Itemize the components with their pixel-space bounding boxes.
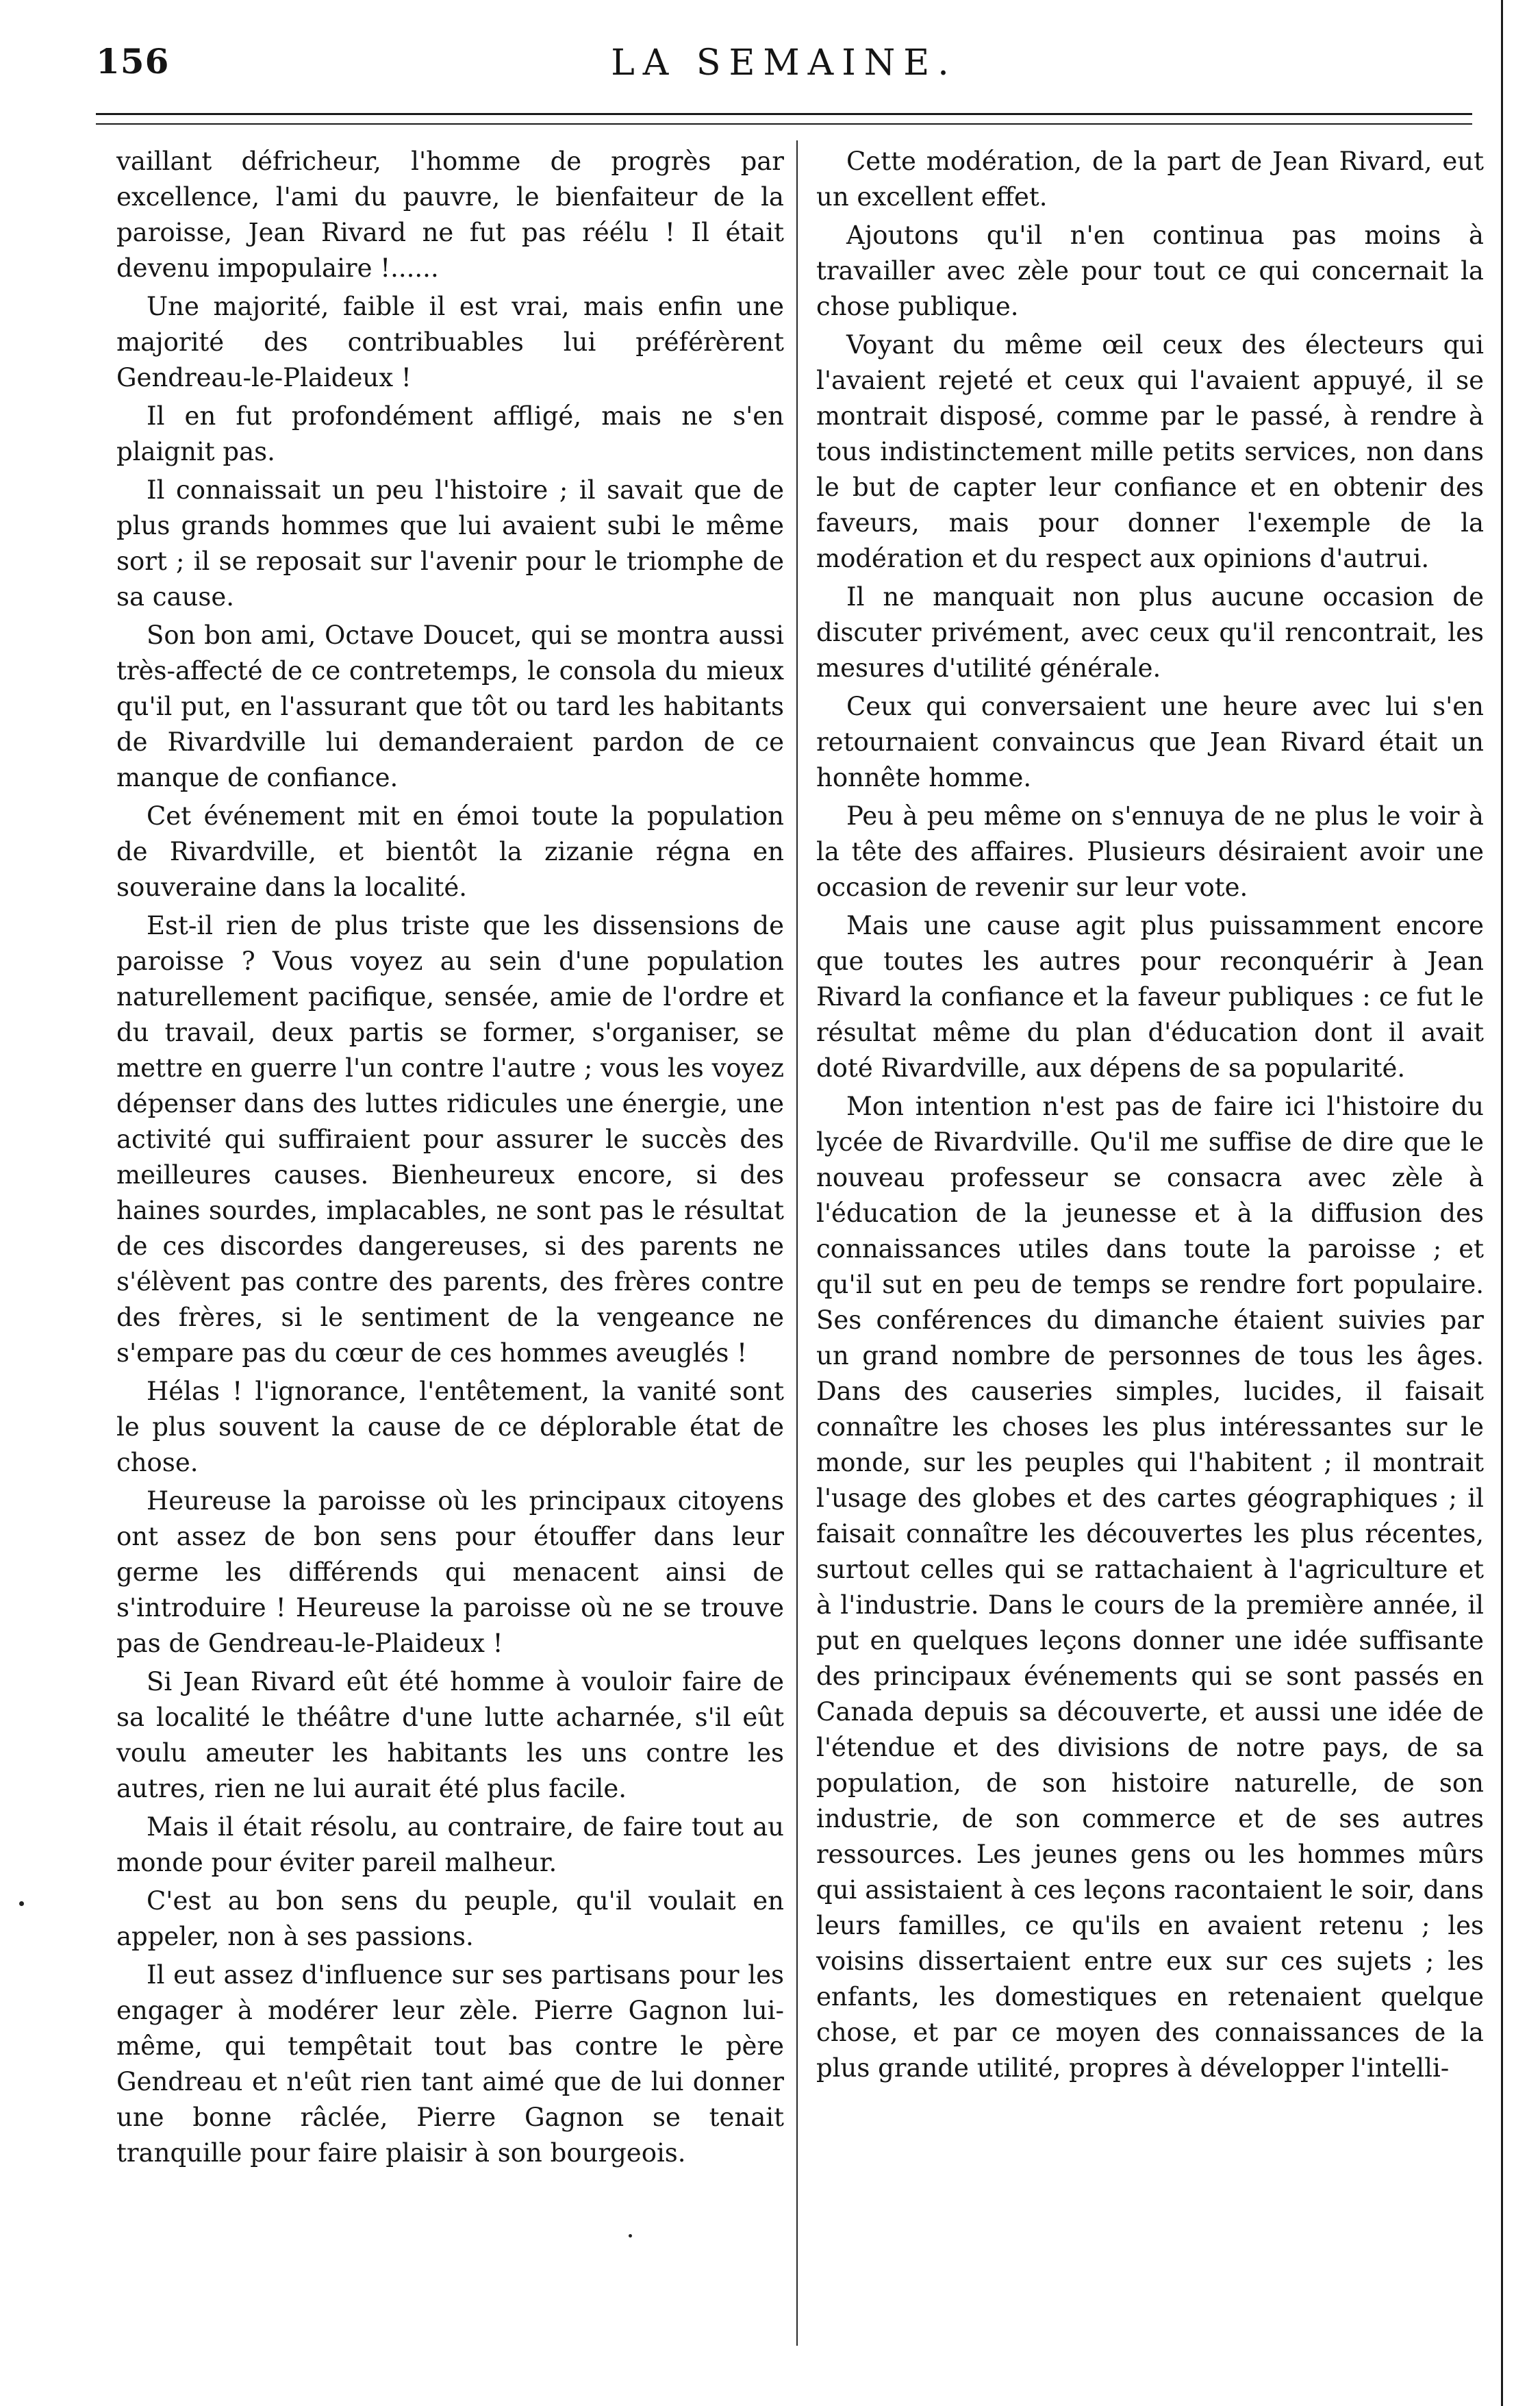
paragraph: Il eut assez d'influence sur ses partisans pour les engager à modérer leur zèle. Pierre Gagnon lui-même, qui tempêtait tout bas contre le père Gendreau et n'eût rien tant aimé que de lui donner une bonne râclée, Pierre Gagnon se tenait tranquille pour faire plaisir à son bourgeois. [116, 1960, 784, 2168]
paragraph: vaillant défricheur, l'homme de progrès par excellence, l'ami du pauvre, le bienfaiteur de la paroisse, Jean Rivard ne fut pas réélu ! Il était devenu impopulaire !...... [116, 147, 784, 283]
page-header [96, 41, 1472, 110]
right-column [816, 144, 1484, 2089]
paragraph: Hélas ! l'ignorance, l'entêtement, la vanité sont le plus souvent la cause de ce déplorable état de chose. [116, 1377, 784, 1477]
paragraph: C'est au bon sens du peuple, qu'il voulait en appeler, non à ses passions. [116, 1886, 784, 1951]
ink-speck [19, 1901, 24, 1906]
paragraph: Mon intention n'est pas de faire ici l'histoire du lycée de Rivardville. Qu'il me suffise de dire que le nouveau professeur se consacra avec zèle à l'éducation de la jeunesse et à la diffusion des connaissances utiles dans toute la paroisse ; et qu'il sut en peu de temps se rendre fort populaire. Ses conférences du dimanche étaient suivies par un grand nombre de personnes de tous les âges. Dans des causeries simples, lucides, il faisait connaître les choses les plus intéressantes sur le monde, sur les peuples qui l'habitent ; il montrait l'usage des globes et des cartes géographiques ; il faisait connaître les découvertes les plus récentes, surtout celles qui se rattachaient à l'agriculture et à l'industrie. Dans le cours de la première année, il put en quelques leçons donner une idée suffisante des principaux événements qui se sont passés en Canada depuis sa découverte, et aussi une idée de l'étendue et des divisions de notre pays, de sa population, de son histoire naturelle, de son industrie, de son commerce et de ses autres ressources. Les jeunes gens ou les hommes mûrs qui assistaient à ces leçons racontaient le soir, dans leurs familles, ce qu'ils en avaient retenu ; les voisins dissertaient entre eux sur ces sujets ; les enfants, les domestiques en retenaient quelque chose, et par ce moyen des connaissances de la plus grande utilité, propres à développer l'intelli- [816, 1092, 1484, 2083]
paragraph: Son bon ami, Octave Doucet, qui se montra aussi très-affecté de ce contretemps, le consola du mieux qu'il put, en l'assurant que tôt ou tard les habitants de Rivardville lui demanderaient pardon de ce manque de confiance. [116, 621, 784, 792]
paragraph: Ajoutons qu'il n'en continua pas moins à travailler avec zèle pour tout ce qui concernait la chose publique. [816, 221, 1484, 321]
column-divider [796, 140, 798, 2346]
paragraph: Est-il rien de plus triste que les dissensions de paroisse ? Vous voyez au sein d'une population naturellement pacifique, sensée, amie de l'ordre et du travail, deux partis se former, s'organiser, se mettre en guerre l'un contre l'autre ; vous les voyez dépenser dans des luttes ridicules une énergie, une activité qui suffiraient pour assurer le succès des meilleures causes. Bienheureux encore, si des haines sourdes, implacables, ne sont pas le résultat de ces discordes dangereuses, si des parents ne s'élèvent pas contre des parents, des frères contre des frères, si le sentiment de la vengeance ne s'empare pas du cœur de ces hommes aveuglés ! [116, 911, 784, 1368]
ink-speck [629, 2234, 632, 2238]
page-number: 156 [96, 41, 170, 82]
paragraph: Si Jean Rivard eût été homme à vouloir faire de sa localité le théâtre d'une lutte acharnée, s'il eût voulu ameuter les habitants les uns contre les autres, rien ne lui aurait été plus facile. [116, 1667, 784, 1803]
page-edge-rule [1501, 0, 1503, 2406]
paragraph: Il en fut profondément affligé, mais ne s'en plaignit pas. [116, 401, 784, 466]
paragraph: Il connaissait un peu l'histoire ; il savait que de plus grands hommes que lui avaient subi le même sort ; il se reposait sur l'avenir pour le triomphe de sa cause. [116, 475, 784, 612]
paragraph: Mais il était résolu, au contraire, de faire tout au monde pour éviter pareil malheur. [116, 1812, 784, 1877]
header-rule [96, 113, 1472, 115]
running-title: LA SEMAINE. [611, 42, 957, 84]
header-rule-secondary [96, 123, 1472, 125]
paragraph: Une majorité, faible il est vrai, mais enfin une majorité des contribuables lui préférèrent Gendreau-le-Plaideux ! [116, 292, 784, 392]
paragraph: Peu à peu même on s'ennuya de ne plus le voir à la tête des affaires. Plusieurs désiraient avoir une occasion de revenir sur leur vote. [816, 801, 1484, 902]
paragraph: Ceux qui conversaient une heure avec lui s'en retournaient convaincus que Jean Rivard était un honnête homme. [816, 692, 1484, 792]
paragraph: Mais une cause agit plus puissamment encore que toutes les autres pour reconquérir à Jean Rivard la confiance et la faveur publiques : ce fut le résultat même du plan d'éducation dont il avait doté Rivardville, aux dépens de sa popularité. [816, 911, 1484, 1083]
paragraph: Heureuse la paroisse où les principaux citoyens ont assez de bon sens pour étouffer dans leur germe les différends qui menacent ainsi de s'introduire ! Heureuse la paroisse où ne se trouve pas de Gendreau-le-Plaideux ! [116, 1486, 784, 1658]
paragraph: Cette modération, de la part de Jean Rivard, eut un excellent effet. [816, 147, 1484, 212]
paragraph: Voyant du même œil ceux des électeurs qui l'avaient rejeté et ceux qui l'avaient appuyé, il se montrait disposé, comme par le passé, à rendre à tous indistinctement mille petits services, non dans le but de capter leur confiance et en obtenir des faveurs, mais pour donner l'exemple de la modération et du respect aux opinions d'autrui. [816, 330, 1484, 573]
paragraph: Cet événement mit en émoi toute la population de Rivardville, et bientôt la zizanie régna en souveraine dans la localité. [116, 801, 784, 902]
left-column [116, 144, 784, 2174]
paragraph: Il ne manquait non plus aucune occasion de discuter privément, avec ceux qu'il rencontrait, les mesures d'utilité générale. [816, 582, 1484, 683]
